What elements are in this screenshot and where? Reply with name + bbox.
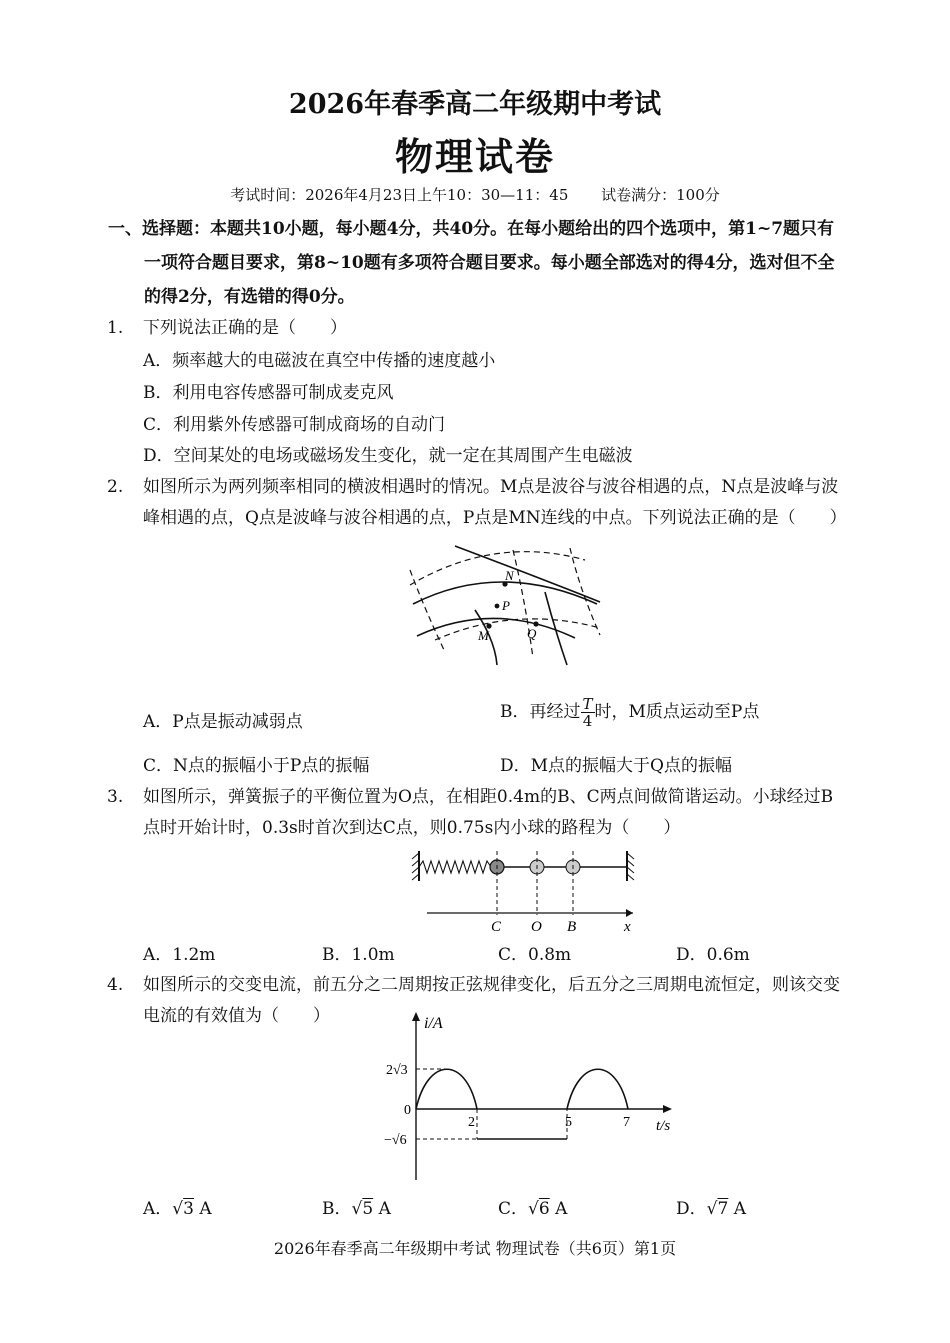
trough-arc-left [410, 570, 445, 652]
y-tick-zero: 0 [404, 1103, 411, 1118]
q4-stem-line2: 电流的有效值为（ ） [143, 1006, 330, 1026]
trough-arc-upper [410, 552, 585, 585]
q2-wave-figure [405, 540, 605, 670]
q1-option-a: A．频率越大的电磁波在真空中传播的速度越小 [143, 351, 496, 371]
q3-option-b: B．1.0m [322, 945, 395, 965]
q4-option-c: C．√6 A [498, 1199, 568, 1219]
sqrt-icon: √ [172, 1199, 184, 1219]
q4-option-a: A．√3 A [143, 1199, 212, 1219]
label-b: B [567, 919, 577, 935]
label-m: M [478, 628, 489, 643]
sqrt-icon: √ [351, 1199, 363, 1219]
exam-title: 2026年春季高二年级期中考试 [288, 89, 662, 120]
q2-stem-line1: 如图所示为两列频率相同的横波相遇时的情况。M点是波谷与波谷相遇的点，N点是波峰与波 [143, 477, 839, 497]
crest-arc-upper [455, 546, 600, 602]
left-wall-hatch [412, 853, 419, 880]
label-n: N [505, 568, 514, 583]
label-p: P [502, 598, 510, 613]
q2-number: 2. [107, 477, 124, 497]
spring [419, 861, 491, 873]
label-c: C [491, 919, 502, 935]
q2-option-b-post: 时，M质点运动至P点 [594, 702, 760, 722]
q1-option-d: D．空间某处的电场或磁场发生变化，就一定在其周围产生电磁波 [143, 446, 633, 466]
right-wall-hatch [627, 853, 634, 880]
q2-option-b [500, 696, 759, 729]
q3-stem-line2: 点时开始计时，0.3s时首次到达C点，则0.75s内小球的路程为（ ） [143, 818, 681, 838]
q1-option-c: C．利用紫外传感器可制成商场的自动门 [143, 415, 446, 435]
q2-option-b-pre: B．再经过 [500, 702, 581, 722]
full-score: 试卷满分：100分 [601, 186, 720, 204]
q4-option-b: B．√5 A [322, 1199, 391, 1219]
y-axis-arrow [412, 1012, 420, 1021]
section-instructions-line2: 一项符合题目要求，第8~10题有多项符合题目要求。每小题全部选对的得4分，选对但不全 [144, 253, 835, 273]
point-p [495, 604, 500, 609]
q4-option-d: D．√7 A [676, 1199, 746, 1219]
label-o: O [531, 919, 542, 935]
fraction-t-over-4: $\frac{T}{4}$ [582, 695, 593, 730]
exam-subject-title: 物理试卷 [394, 134, 555, 179]
q3-stem-line1: 如图所示，弹簧振子的平衡位置为O点，在相距0.4m的B、C两点间做简谐运动。小球经过B [143, 787, 834, 807]
q4-stem-line1: 如图所示的交变电流，前五分之二周期按正弦规律变化，后五分之三周期电流恒定，则该交变 [143, 975, 840, 995]
q2-option-c: C．N点的振幅小于P点的振幅 [143, 756, 370, 776]
q4-current-graph [370, 1008, 680, 1184]
y-tick-bottom: −√6 [384, 1133, 407, 1148]
q3-option-d: D．0.6m [676, 945, 750, 965]
crest-arc-vertical-2 [545, 592, 567, 665]
q3-number: 3. [107, 787, 124, 807]
section-instructions-line1: 一、选择题：本题共10小题，每小题4分，共40分。在每小题给出的四个选项中，第1~7题只有 [108, 219, 835, 239]
q1-stem: 下列说法正确的是（ ） [143, 318, 347, 338]
x-axis-arrow [663, 1105, 672, 1113]
exam-time: 考试时间：2026年4月23日上午10：30—11：45 [230, 186, 569, 204]
q2-option-d: D．M点的振幅大于Q点的振幅 [500, 756, 732, 776]
q1-number: 1. [107, 318, 124, 338]
page-footer: 2026年春季高二年级期中考试 物理试卷（共6页）第1页 [273, 1239, 677, 1258]
q3-option-a: A．1.2m [143, 945, 216, 965]
x-axis-arrow [626, 909, 633, 917]
x-axis-label: t/s [656, 1118, 671, 1134]
q3-spring-figure [405, 845, 645, 935]
exam-meta [0, 184, 950, 205]
x-tick-2: 2 [468, 1115, 475, 1130]
q3-option-c: C．0.8m [498, 945, 572, 965]
sine-segment-2 [567, 1069, 628, 1109]
trough-arc-center [513, 550, 533, 658]
section-instructions-line3: 的得2分，有选错的得0分。 [144, 287, 355, 307]
sine-segment-1 [416, 1069, 477, 1109]
label-q: Q [527, 626, 537, 641]
q2-stem-line2: 峰相遇的点，Q点是波峰与波谷相遇的点，P点是MN连线的中点。下列说法正确的是（ ） [143, 508, 847, 528]
x-tick-7: 7 [623, 1115, 630, 1130]
q2-option-a: A．P点是振动减弱点 [143, 712, 303, 732]
q1-option-b: B．利用电容传感器可制成麦克风 [143, 383, 394, 403]
sqrt-icon: √ [706, 1199, 718, 1219]
x-tick-5: 5 [565, 1115, 572, 1130]
sqrt-icon: √ [528, 1199, 539, 1219]
q4-number: 4. [107, 975, 124, 995]
y-tick-top: 2√3 [386, 1063, 408, 1078]
label-x: x [624, 919, 631, 935]
y-axis-label: i/A [424, 1015, 443, 1032]
